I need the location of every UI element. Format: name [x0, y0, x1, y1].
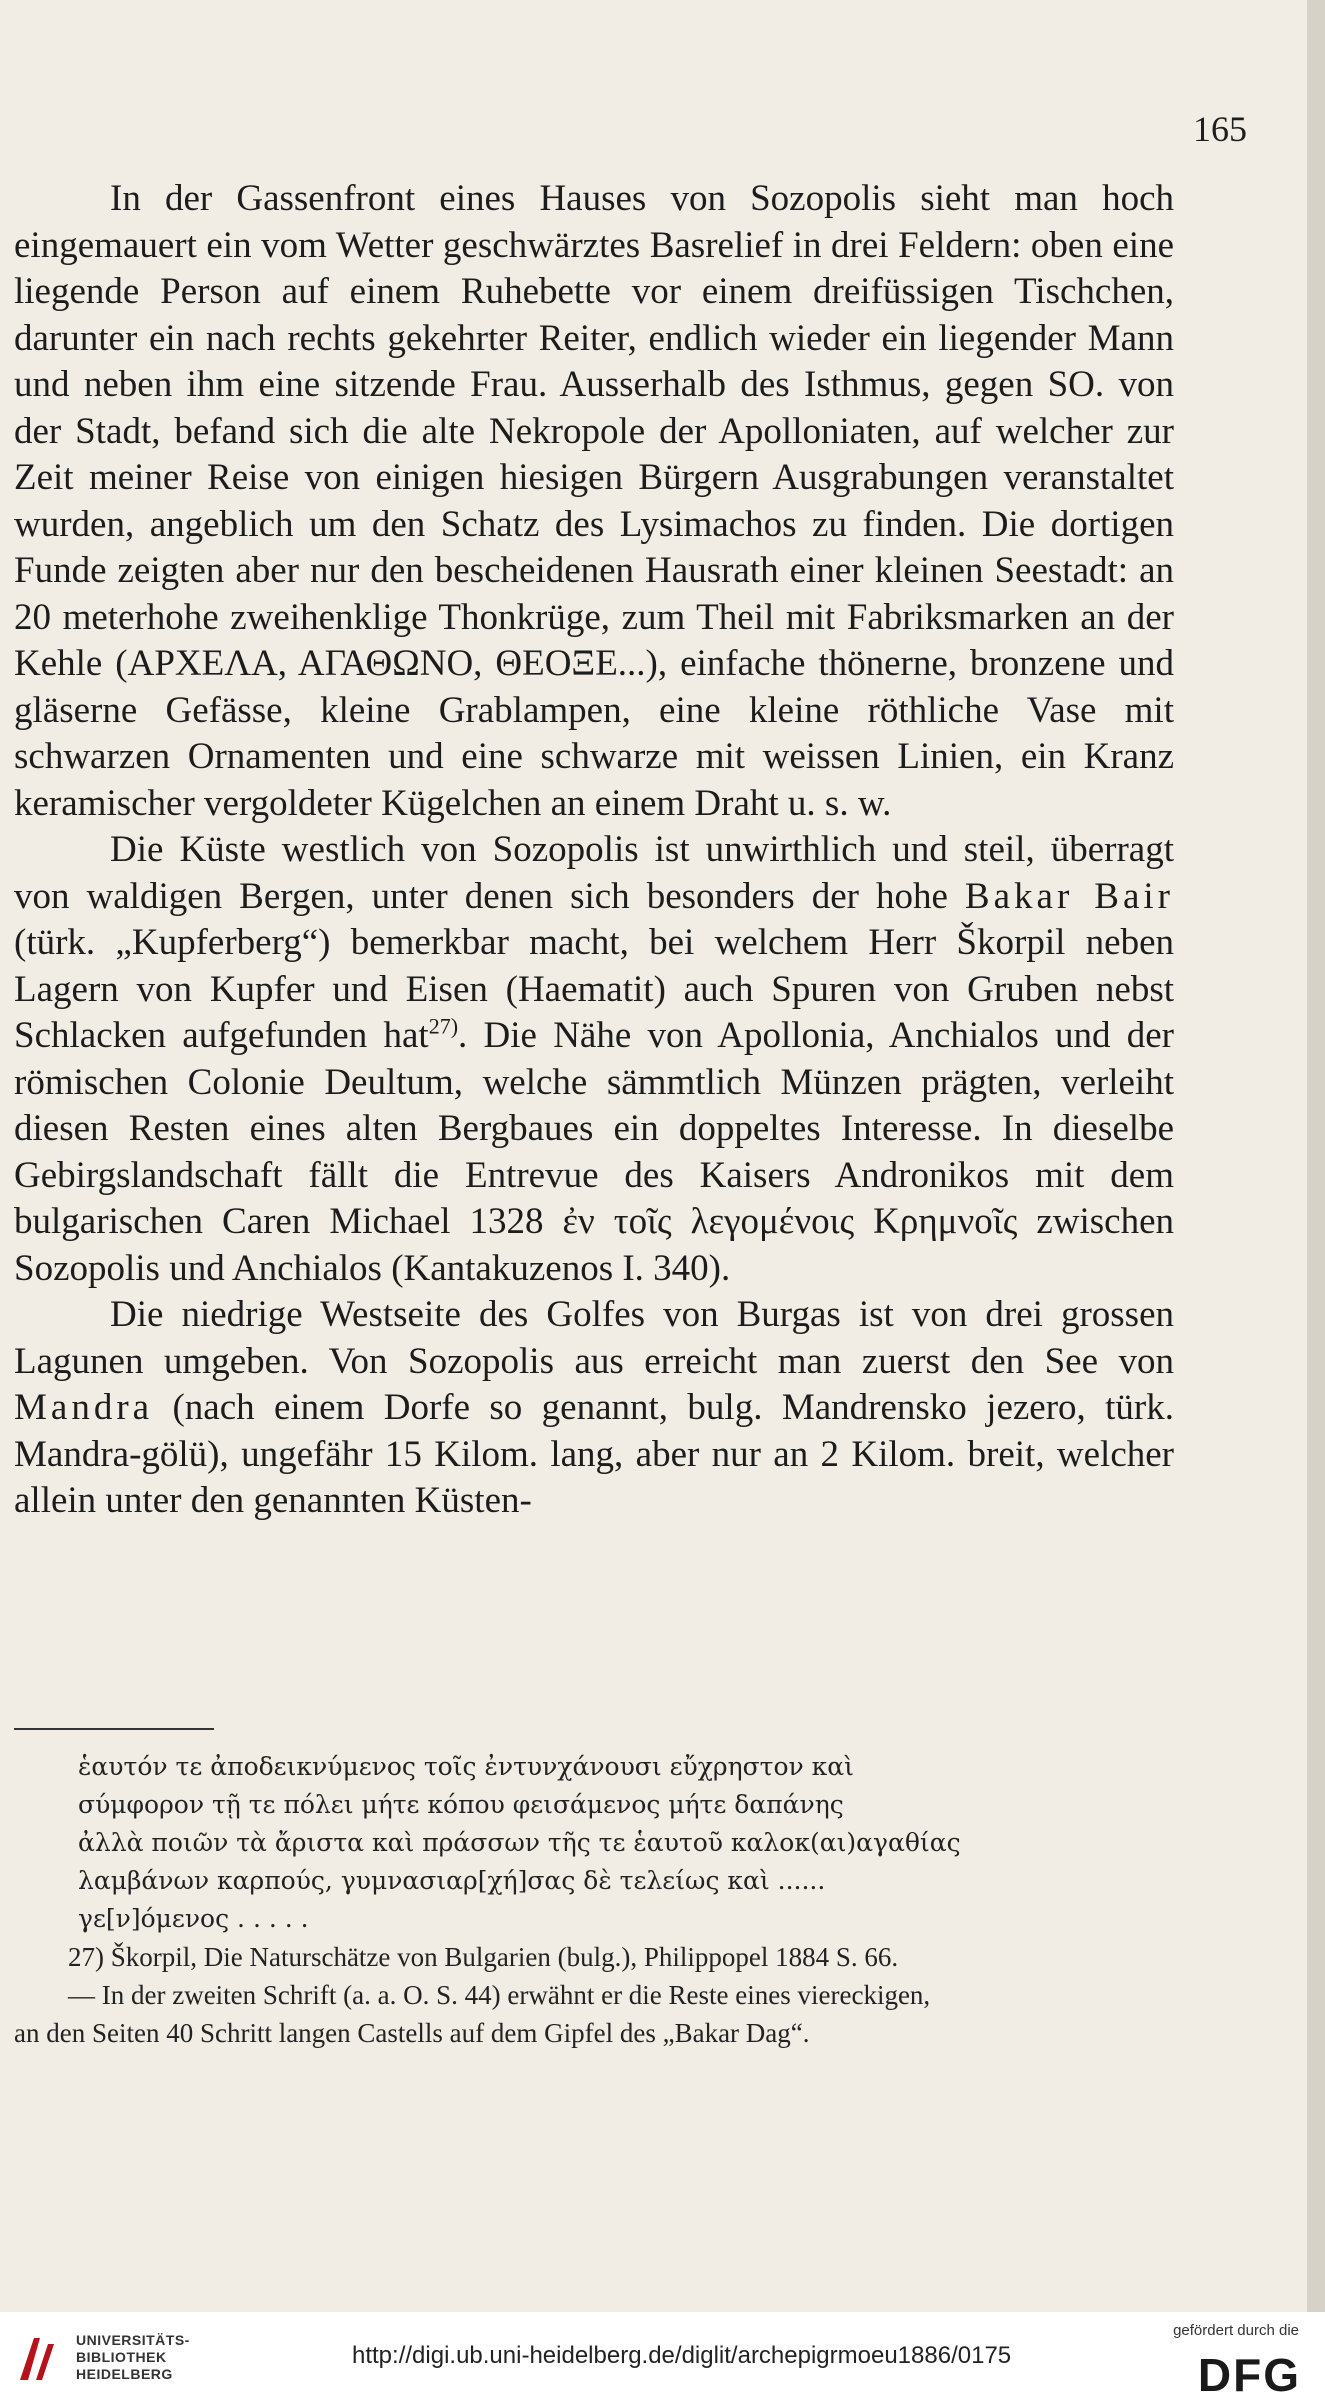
text-run: (nach einem Dorfe so genannt, bulg. Mandrensko jezero, türk. Mandra-gölü), ungefähr 15 Kilom. lang, aber nur an 2 Kilom. breit, welcher allein unter den genannten Küsten-: [14, 1387, 1174, 1521]
place-name-emphasis: Bakar Bair: [964, 875, 1174, 917]
greek-inscription-line: λαμβάνων καρπούς, γυμνασιαρ[χή]σας δὲ τελείως καὶ ......: [78, 1866, 826, 1895]
library-logo-icon: [14, 2330, 62, 2386]
greek-inscription-line: ἑαυτόν τε ἀποδεικνύμενος τοῖς ἐντυνχάνουσι εὔχρηστον καὶ: [78, 1752, 854, 1781]
paragraph: [14, 176, 1174, 827]
page-number: 165: [1193, 109, 1247, 149]
library-name-line: UNIVERSITÄTS-: [76, 2332, 190, 2348]
text-run: . Die Nähe von Apollonia, Anchialos und der römischen Colonie Deultum, welche sämmtlich Münzen prägten, verleiht diesen Resten eines alten Bergbaues ein doppeltes Interesse. In dieselbe Gebirgslandschaft fällt die Entrevue des Kaisers Andronikos mit dem bulgarischen Caren Michael 1328 ἐν τοῖς λεγομένοις Κρημνοῖς zwischen Sozopolis und Anchialos (Kantakuzenos I. 340).: [14, 1015, 1174, 1289]
greek-inscription-line: ἀλλὰ ποιῶν τὰ ἄριστα καὶ πράσσων τῆς τε ἑαυτοῦ καλοκ(αι)αγαθίας: [78, 1828, 961, 1857]
greek-inscription-line: γε[ν]όμενος . . . . .: [78, 1904, 309, 1933]
text-run: (türk. „Kupferberg“) bemerkbar macht, bei welchem Herr Škorpil neben Lagern von Kupfer und Eisen (Haematit) auch Spuren von Gruben nebst Schlacken aufgefunden hat: [14, 922, 1174, 1056]
footnote-27-continued: — In der zweiten Schrift (a. a. O. S. 44) erwähnt er die Reste eines viereckigen,: [68, 1980, 931, 2010]
paragraph: [14, 827, 1174, 1292]
footnotes: [14, 1748, 1172, 2052]
library-name: [76, 2332, 190, 2383]
footnote-27: 27) Škorpil, Die Naturschätze von Bulgarien (bulg.), Philippopel 1884 S. 66.: [68, 1942, 899, 1972]
footnote-divider: [14, 1728, 214, 1730]
dfg-logo: DFG: [1197, 2349, 1301, 2401]
text-run: Die niedrige Westseite des Golfes von Burgas ist von drei grossen Lagunen umgeben. Von Sozopolis aus erreicht man zuerst den See von: [14, 1294, 1174, 1382]
place-name-emphasis: Mandra: [14, 1387, 154, 1428]
main-text: [14, 176, 1174, 1525]
footnote-reference: 27): [428, 1013, 459, 1039]
text-run: Die Küste westlich von Sozopolis ist unwirthlich und steil, überragt von waldigen Bergen, unter denen sich besonders der hohe: [14, 829, 1174, 917]
funding-note: gefördert durch die: [1173, 2322, 1299, 2339]
paragraph: [14, 1292, 1174, 1525]
digitization-footer: [0, 2312, 1325, 2404]
library-name-line: BIBLIOTHEK: [76, 2349, 167, 2365]
text-run: In der Gassenfront eines Hauses von Sozopolis sieht man hoch eingemauert ein vom Wetter geschwärztes Basrelief in drei Feldern: oben eine liegende Person auf einem Ruhebette vor einem dreifüssigen Tischchen, darunter ein nach rechts gekehrter Reiter, endlich wieder ein liegender Mann und neben ihm eine sitzende Frau. Ausserhalb des Isthmus, gegen SO. von der Stadt, befand sich die alte Nekropole der Apolloniaten, auf welcher zur Zeit meiner Reise von einigen hiesigen Bürgern Ausgrabungen veranstaltet wurden, angeblich um den Schatz des Lysimachos zu finden. Die dortigen Funde zeigten aber nur den bescheidenen Hausrath einer kleinen Seestadt: an 20 meterhohe zweihenklige Thonkrüge, zum Theil mit Fabriksmarken an der Kehle (ΑΡΧΕΛΑ, ΑΓΑΘΩΝΟ, ΘΕΟΞΕ...), einfache thönerne, bronzene und gläserne Gefässe, kleine Grablampen, eine kleine röthliche Vase mit schwarzen Ornamenten und eine schwarze mit weissen Linien, ein Kranz keramischer vergoldeter Kügelchen an einem Draht u. s. w.: [14, 178, 1174, 824]
footnote-27-continued: an den Seiten 40 Schritt langen Castells auf dem Gipfel des „Bakar Dag“.: [14, 2018, 810, 2048]
greek-inscription-line: σύμφορον τῇ τε πόλει μήτε κόπου φεισάμενος μήτε δαπάνης: [78, 1790, 844, 1819]
library-name-line: HEIDELBERG: [76, 2366, 173, 2382]
permalink-url[interactable]: http://digi.ub.uni-heidelberg.de/diglit/archepigrmoeu1886/0175: [352, 2342, 1012, 2369]
